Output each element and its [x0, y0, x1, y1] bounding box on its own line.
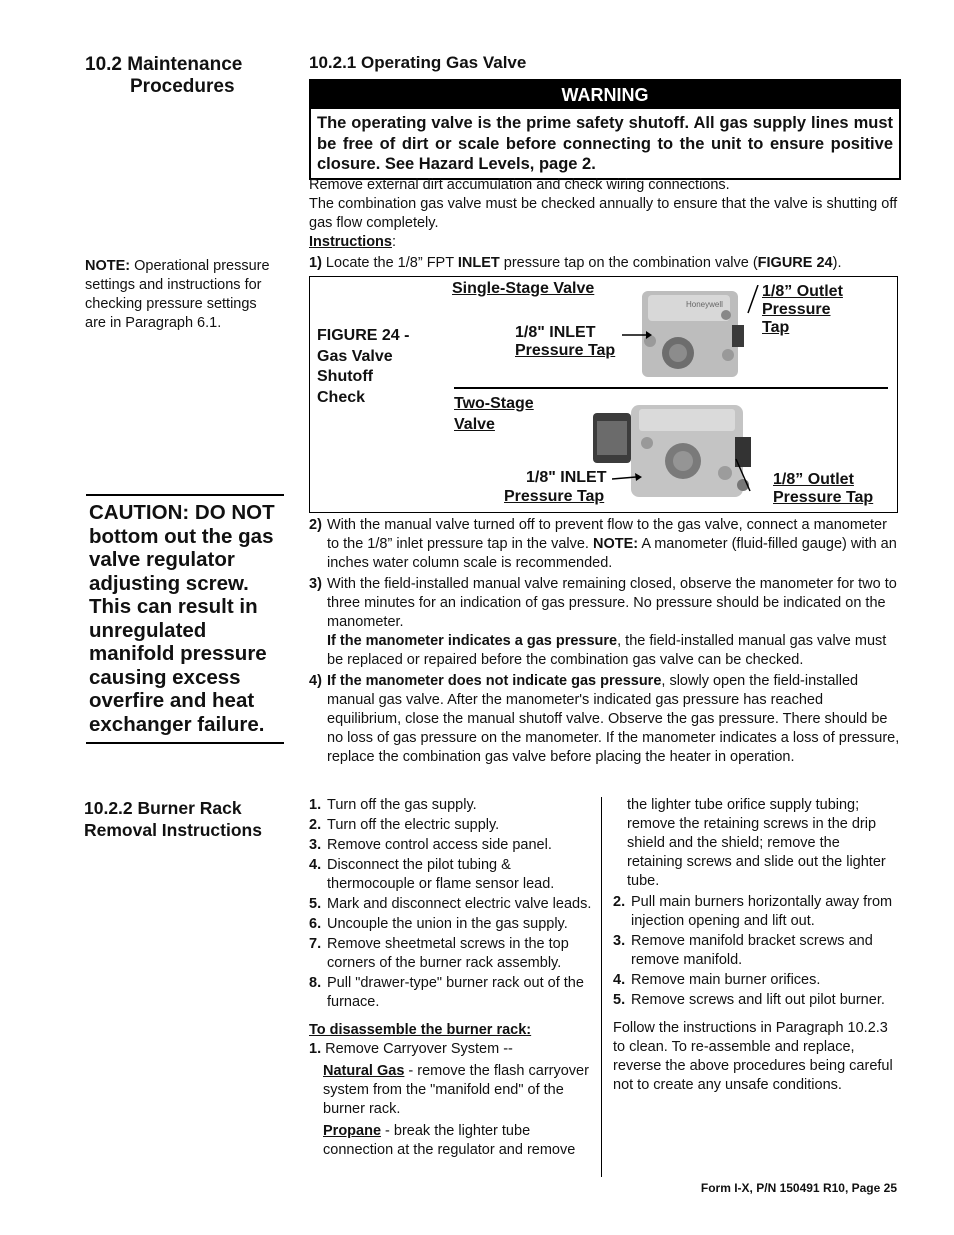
list-item-text: Pull "drawer-type" burner rack out of the furnace.: [327, 975, 584, 1010]
burner-left-column: [309, 796, 594, 1160]
list-item-text: Remove control access side panel.: [327, 837, 552, 853]
figure-24: [309, 276, 898, 513]
list-item-number: 3.: [309, 837, 322, 853]
warning-heading: WARNING: [311, 81, 899, 109]
section-title-line1: 10.2 Maintenance: [85, 54, 243, 75]
list-item-number: 5.: [613, 992, 626, 1008]
burner-right-column: [613, 796, 898, 1095]
list-item: [613, 991, 898, 1010]
list-item-text: Remove sheetmetal screws in the top corners of the burner rack assembly.: [327, 936, 569, 971]
section-title-line2: Procedures: [130, 76, 235, 97]
line-icon: [746, 285, 760, 315]
two-inlet-label: 1/8" INLET: [526, 469, 607, 486]
svg-text:Honeywell: Honeywell: [686, 300, 723, 309]
list-item: [309, 796, 594, 815]
disassemble-step-1: 1. Remove Carryover System --: [309, 1041, 513, 1057]
two-outlet-label: 1/8” Outlet Pressure Tap: [773, 471, 874, 506]
warning-box: [309, 79, 901, 180]
list-item-number: 4.: [613, 972, 626, 988]
list-item: [309, 895, 594, 914]
disassemble-heading: To disassemble the burner rack:: [309, 1022, 532, 1038]
note-text: Operational pressure settings and instructions for checking pressure settings are in Paragraph 6.1.: [85, 258, 270, 331]
burner-title-line2: Removal Instructions: [84, 820, 262, 840]
caution-box: [86, 494, 284, 744]
list-item: [309, 935, 594, 973]
single-stage-label: Single-Stage Valve: [452, 280, 595, 297]
list-item-number: 2.: [309, 817, 322, 833]
single-inlet-label-2: Pressure Tap: [515, 342, 616, 359]
figure-caption: FIGURE 24 - Gas Valve Shutoff Check: [317, 327, 410, 406]
page-footer: Form I-X, P/N 150491 R10, Page 25: [700, 1181, 897, 1195]
list-item-number: 7.: [309, 936, 322, 952]
arrow-icon: [612, 473, 642, 485]
list-item: [613, 932, 898, 970]
list-item-text: Remove manifold bracket screws and remove manifold.: [631, 933, 873, 968]
list-item: [309, 856, 594, 894]
propane-continuation: the lighter tube orifice supply tubing; remove the retaining screws in the drip shield and the shield; remove the retaining screws and slide out the lighter tube.: [627, 797, 886, 889]
burner-section-title: [84, 797, 262, 841]
sidebar-note: [85, 257, 270, 333]
figure-divider: [454, 387, 888, 389]
list-item-text: Uncouple the union in the gas supply.: [327, 916, 568, 932]
line-icon: [734, 457, 754, 493]
note-label: NOTE:: [85, 258, 131, 274]
subsection-title: 10.2.1 Operating Gas Valve: [309, 53, 527, 72]
natural-gas-item: Natural Gas - remove the flash carryover system from the "manifold end" of the burner rack.: [323, 1063, 589, 1117]
list-item: [309, 816, 594, 835]
instructions-label: Instructions: [309, 234, 392, 250]
list-item-number: 4.: [309, 857, 322, 873]
list-item-text: Turn off the electric supply.: [327, 817, 500, 833]
arrow-icon: [622, 329, 652, 341]
list-item-text: Mark and disconnect electric valve leads.: [327, 896, 592, 912]
burner-steps-list-2: [613, 893, 898, 1010]
single-outlet-label: 1/8” Outlet Pressure Tap: [762, 283, 843, 336]
list-item-text: Remove main burner orifices.: [631, 972, 821, 988]
list-item-number: 8.: [309, 975, 322, 991]
two-inlet-label-2: Pressure Tap: [504, 488, 605, 505]
caution-text: CAUTION: DO NOT bottom out the gas valve regulator adjusting screw. This can result in unregulated manifold pressure causing excess overfire and heat exchanger failure.: [89, 501, 275, 736]
step-3: 3) With the field-installed manual valve remaining closed, observe the manometer for two to three minutes for an indication of gas pressure. No pressure should be indicated on the manometer. If the manometer indicates a gas pressure, the field-installed manual gas valve must be replaced or repaired before the combination gas valve can be checked.: [309, 576, 897, 668]
intro-para1: Remove external dirt accumulation and check wiring connections.: [309, 177, 730, 193]
list-item-text: Disconnect the pilot tubing & thermocouple or flame sensor lead.: [327, 857, 555, 892]
column-divider: [601, 797, 602, 1177]
list-item-text: Turn off the gas supply.: [327, 797, 477, 813]
valve-steps: [309, 516, 901, 767]
list-item: [309, 974, 594, 1012]
two-stage-label: Two-Stage Valve: [454, 395, 534, 433]
section-title: [85, 54, 242, 98]
valve-intro: Remove external dirt accumulation and check wiring connections. The combination gas valve must be checked annually to ensure that the valve is shutting off gas flow completely. Instructions: 1) Locate the 1/8” FPT INLET pressure tap on the combination valve (FIGURE 24).: [309, 176, 901, 273]
closing-paragraph: Follow the instructions in Paragraph 10.2.3 to clean. To re-assemble and replace, reverse the above procedures being careful not to create any unsafe conditions.: [613, 1020, 893, 1093]
two-stage-valve-image: [585, 393, 755, 505]
single-inlet-label: 1/8" INLET: [515, 324, 596, 341]
intro-para2: The combination gas valve must be checked annually to ensure that the valve is shutting off gas flow completely.: [309, 196, 898, 231]
step-4: 4) If the manometer does not indicate gas pressure, slowly open the field-installed manual gas valve. After the manometer's indicated gas pressure has reached equilibrium, close the manual shutoff valve. Observe the gas pressure. There should be no loss of gas pressure on the manometer. If the manometer indicates a loss of pressure, replace the combination gas valve before placing the heater in operation.: [309, 673, 900, 765]
burner-title-line1: 10.2.2 Burner Rack: [84, 798, 242, 818]
burner-steps-list: [309, 796, 594, 1012]
list-item: [613, 971, 898, 990]
list-item-number: 2.: [613, 894, 626, 910]
list-item-text: Pull main burners horizontally away from injection opening and lift out.: [631, 894, 893, 929]
list-item-number: 5.: [309, 896, 322, 912]
warning-text: The operating valve is the prime safety shutoff. All gas supply lines must be free of dirt or scale before connecting to the unit to ensure positive closure. See Hazard Levels, page 2.: [317, 114, 893, 173]
step-1: 1) Locate the 1/8” FPT INLET pressure tap on the combination valve (FIGURE 24).: [309, 255, 842, 271]
list-item: [309, 836, 594, 855]
list-item-number: 1.: [309, 797, 322, 813]
list-item-number: 3.: [613, 933, 626, 949]
list-item: [309, 915, 594, 934]
step-2: 2) With the manual valve turned off to prevent flow to the gas valve, connect a manometer to the 1/8” inlet pressure tap in the valve. NOTE: A manometer (fluid-filled gauge) with an inches water column scale is recommended.: [309, 517, 897, 571]
list-item-text: Remove screws and lift out pilot burner.: [631, 992, 885, 1008]
list-item-number: 6.: [309, 916, 322, 932]
propane-item: Propane - break the lighter tube connection at the regulator and remove: [323, 1123, 576, 1158]
list-item: [613, 893, 898, 931]
